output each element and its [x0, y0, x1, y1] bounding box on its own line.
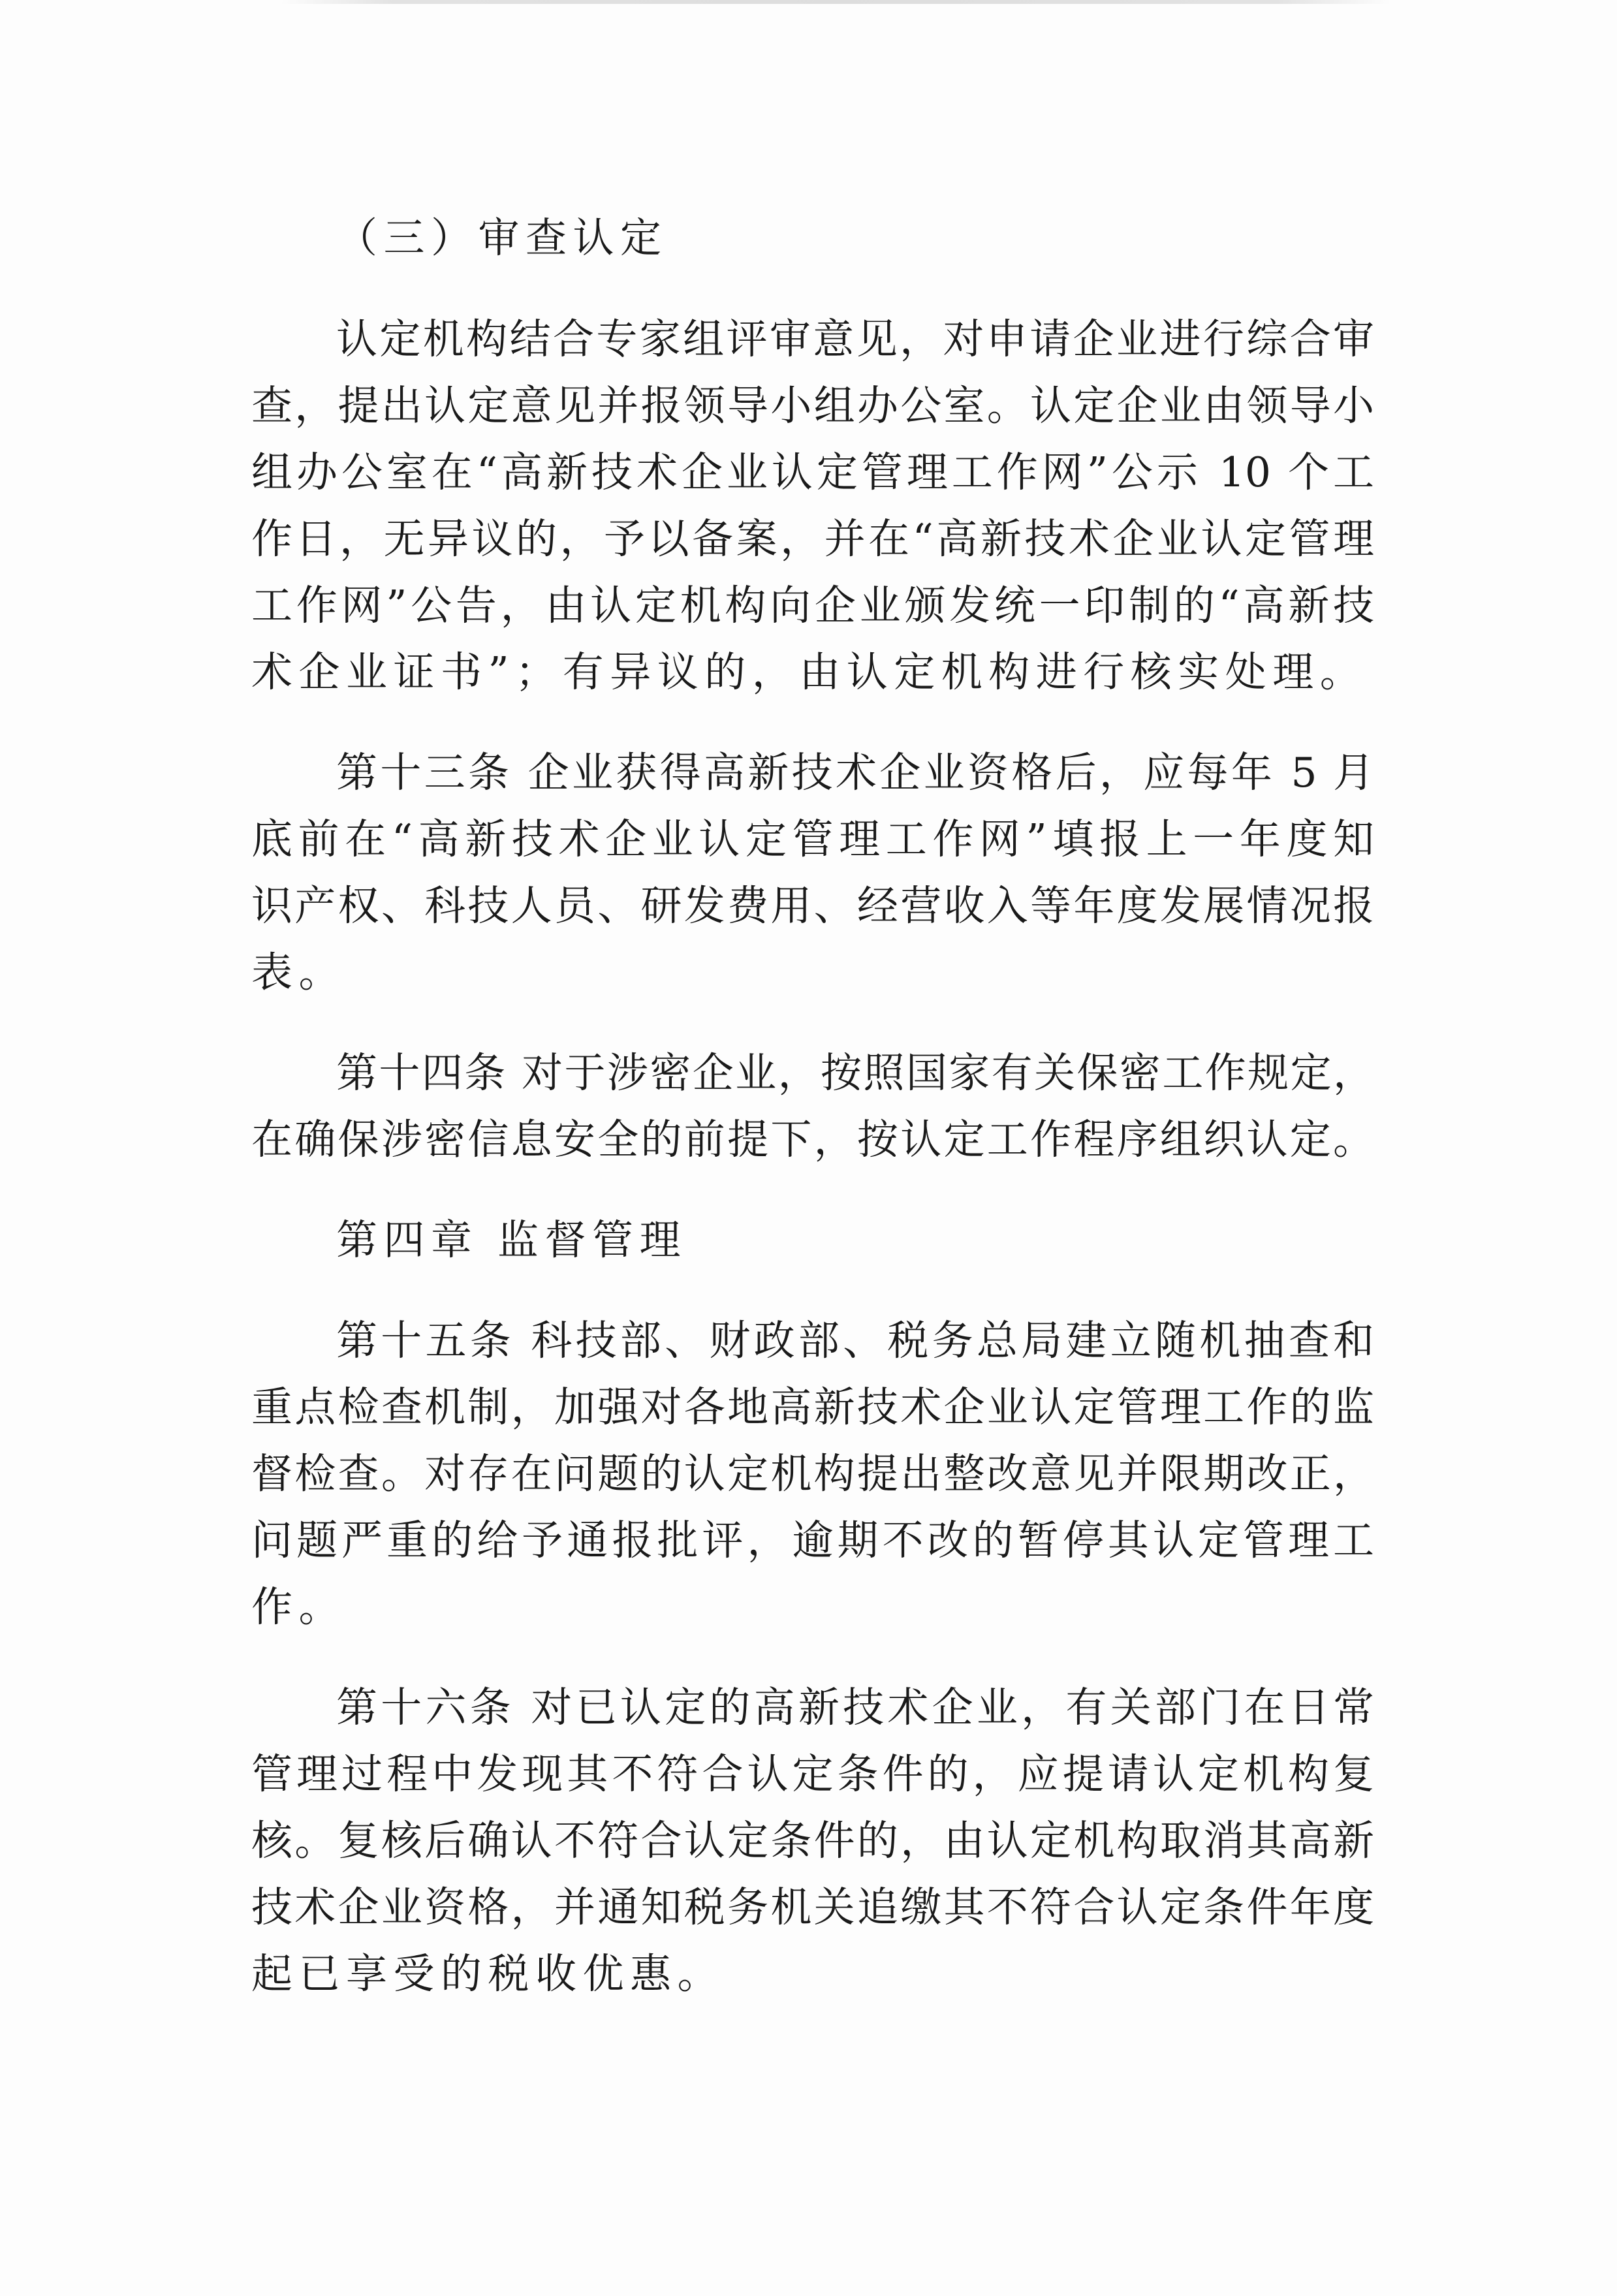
paragraph-line: 核。复核后确认不符合认定条件的，由认定机构取消其高新 — [251, 1817, 1374, 1864]
article-14-line: 第十四条 对于涉密企业，按照国家有关保密工作规定， — [336, 1049, 1374, 1097]
paragraph-line: 工作网”公告，由认定机构向企业颁发统一印制的“高新技 — [251, 582, 1374, 629]
paragraph-line: 底前在“高新技术企业认定管理工作网”填报上一年度知 — [251, 815, 1374, 863]
paragraph-line: 技术企业资格，并通知税务机关追缴其不符合认定条件年度 — [251, 1883, 1374, 1931]
paragraph-line: 作。 — [251, 1583, 346, 1631]
scan-top-edge — [281, 0, 1390, 4]
paragraph-line: 组办公室在“高新技术企业认定管理工作网”公示 10 个工 — [251, 448, 1374, 496]
chapter-heading-supervision: 第四章 监督管理 — [336, 1216, 687, 1264]
article-15-line: 第十五条 科技部、财政部、税务总局建立随机抽查和 — [336, 1317, 1374, 1364]
paragraph-line: 表。 — [251, 949, 346, 996]
paragraph-line: 督检查。对存在问题的认定机构提出整改意见并限期改正， — [251, 1450, 1374, 1498]
paragraph-line: 术企业证书”；有异议的，由认定机构进行核实处理。 — [251, 648, 1368, 696]
paragraph-line: 识产权、科技人员、研发费用、经营收入等年度发展情况报 — [251, 882, 1374, 930]
article-13-line: 第十三条 企业获得高新技术企业资格后，应每年 5 月 — [336, 749, 1374, 796]
section-heading-review: （三）审查认定 — [336, 214, 668, 262]
paragraph-line: 重点检查机制，加强对各地高新技术企业认定管理工作的监 — [251, 1383, 1374, 1431]
paragraph-line: 管理过程中发现其不符合认定条件的，应提请认定机构复 — [251, 1750, 1374, 1798]
article-16-line: 第十六条 对已认定的高新技术企业，有关部门在日常 — [336, 1684, 1374, 1731]
paragraph-line: 查，提出认定意见并报领导小组办公室。认定企业由领导小 — [251, 382, 1374, 430]
paragraph-line: 认定机构结合专家组评审意见，对申请企业进行综合审 — [336, 315, 1374, 363]
paragraph-line: 作日，无异议的，予以备案，并在“高新技术企业认定管理 — [251, 515, 1374, 563]
paragraph-line: 起已享受的税收优惠。 — [251, 1950, 725, 1998]
paragraph-line: 在确保涉密信息安全的前提下，按认定工作程序组织认定。 — [251, 1116, 1374, 1163]
paragraph-line: 问题严重的给予通报批评，逾期不改的暂停其认定管理工 — [251, 1517, 1374, 1564]
